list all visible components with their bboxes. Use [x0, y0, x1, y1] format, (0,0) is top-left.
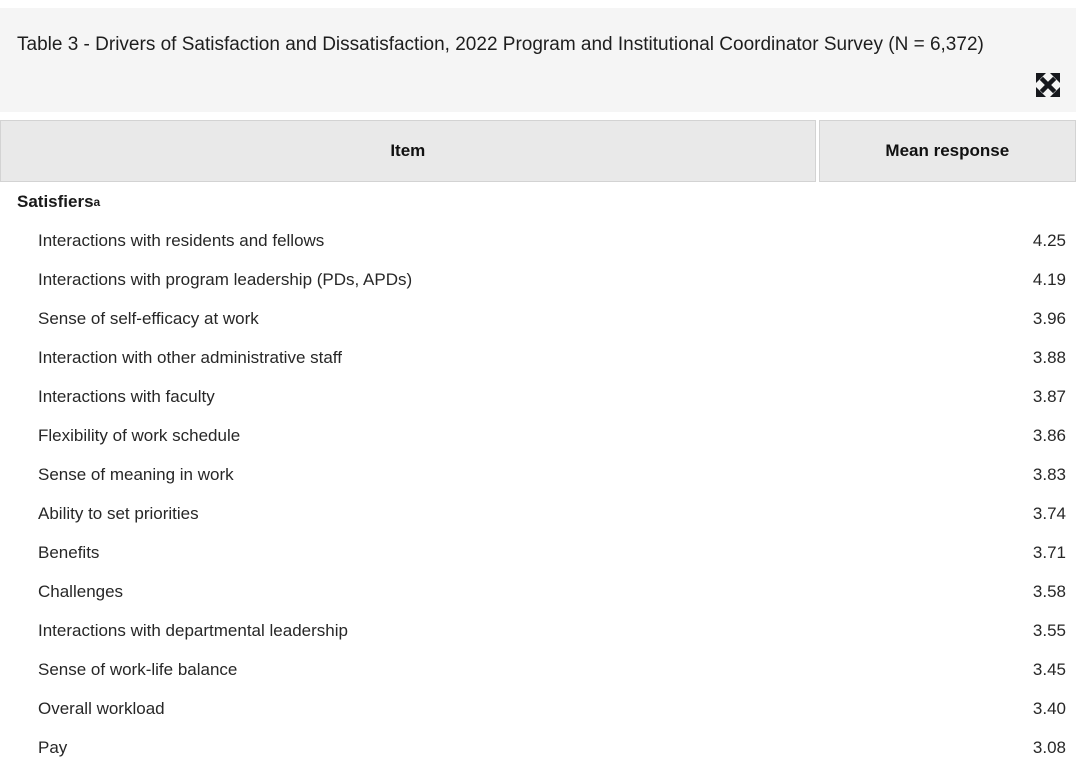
- item-cell: Challenges: [38, 581, 124, 601]
- mean-cell: 3.86: [1032, 425, 1066, 445]
- mean-cell: 3.74: [1032, 503, 1066, 523]
- mean-cell: 3.96: [1032, 308, 1066, 328]
- table-row: [0, 338, 1076, 377]
- column-header-item: Item: [0, 120, 816, 182]
- table-row: [0, 572, 1076, 611]
- table-row: [0, 260, 1076, 299]
- mean-cell: 3.71: [1032, 542, 1066, 562]
- table-title: Table 3 - Drivers of Satisfaction and Dissatisfaction, 2022 Program and Institutional Coordinator Survey (N = 6,372): [17, 34, 984, 55]
- table-row: [0, 494, 1076, 533]
- item-cell: Interactions with faculty: [38, 386, 215, 406]
- table-row: [0, 416, 1076, 455]
- table-title-panel: [0, 8, 1076, 112]
- mean-cell: 3.08: [1032, 737, 1066, 757]
- item-cell: Flexibility of work schedule: [38, 425, 241, 445]
- item-cell: Ability to set priorities: [38, 503, 199, 523]
- table-row: [0, 455, 1076, 494]
- mean-cell: 3.58: [1032, 581, 1066, 601]
- mean-cell: 3.87: [1032, 386, 1066, 406]
- table-body: [0, 182, 1076, 767]
- mean-cell: 3.45: [1032, 659, 1066, 679]
- item-cell: Sense of meaning in work: [38, 464, 234, 484]
- item-cell: Sense of self-efficacy at work: [38, 308, 259, 328]
- table-row: [0, 299, 1076, 338]
- item-cell: Overall workload: [38, 698, 165, 718]
- table-row: [0, 221, 1076, 260]
- expand-button[interactable]: [1032, 69, 1064, 101]
- section-label: Satisfiers: [17, 191, 94, 211]
- item-cell: Interactions with departmental leadership: [38, 620, 348, 640]
- expand-arrows-icon: [1032, 69, 1064, 101]
- column-header-mean-response: Mean response: [819, 120, 1076, 182]
- mean-cell: 4.25: [1032, 230, 1066, 250]
- table-row: [0, 377, 1076, 416]
- table-row: [0, 689, 1076, 728]
- mean-cell: 3.55: [1032, 620, 1066, 640]
- item-cell: Interactions with residents and fellows: [38, 230, 325, 250]
- mean-cell: 4.19: [1032, 269, 1066, 289]
- item-cell: Interaction with other administrative staff: [38, 347, 342, 367]
- table-column-header: [0, 120, 1076, 182]
- mean-cell: 3.88: [1032, 347, 1066, 367]
- item-cell: Interactions with program leadership (PDs, APDs): [38, 269, 413, 289]
- item-cell: Sense of work-life balance: [38, 659, 238, 679]
- item-cell: Pay: [38, 737, 68, 757]
- table-row: [0, 650, 1076, 689]
- mean-cell: 3.40: [1032, 698, 1066, 718]
- mean-cell: 3.83: [1032, 464, 1066, 484]
- item-cell: Benefits: [38, 542, 100, 562]
- table-viewer: [0, 8, 1076, 767]
- table-row: [0, 533, 1076, 572]
- section-header-row: Satisfiers a: [17, 191, 101, 211]
- table-row: [0, 728, 1076, 767]
- table-row: [0, 611, 1076, 650]
